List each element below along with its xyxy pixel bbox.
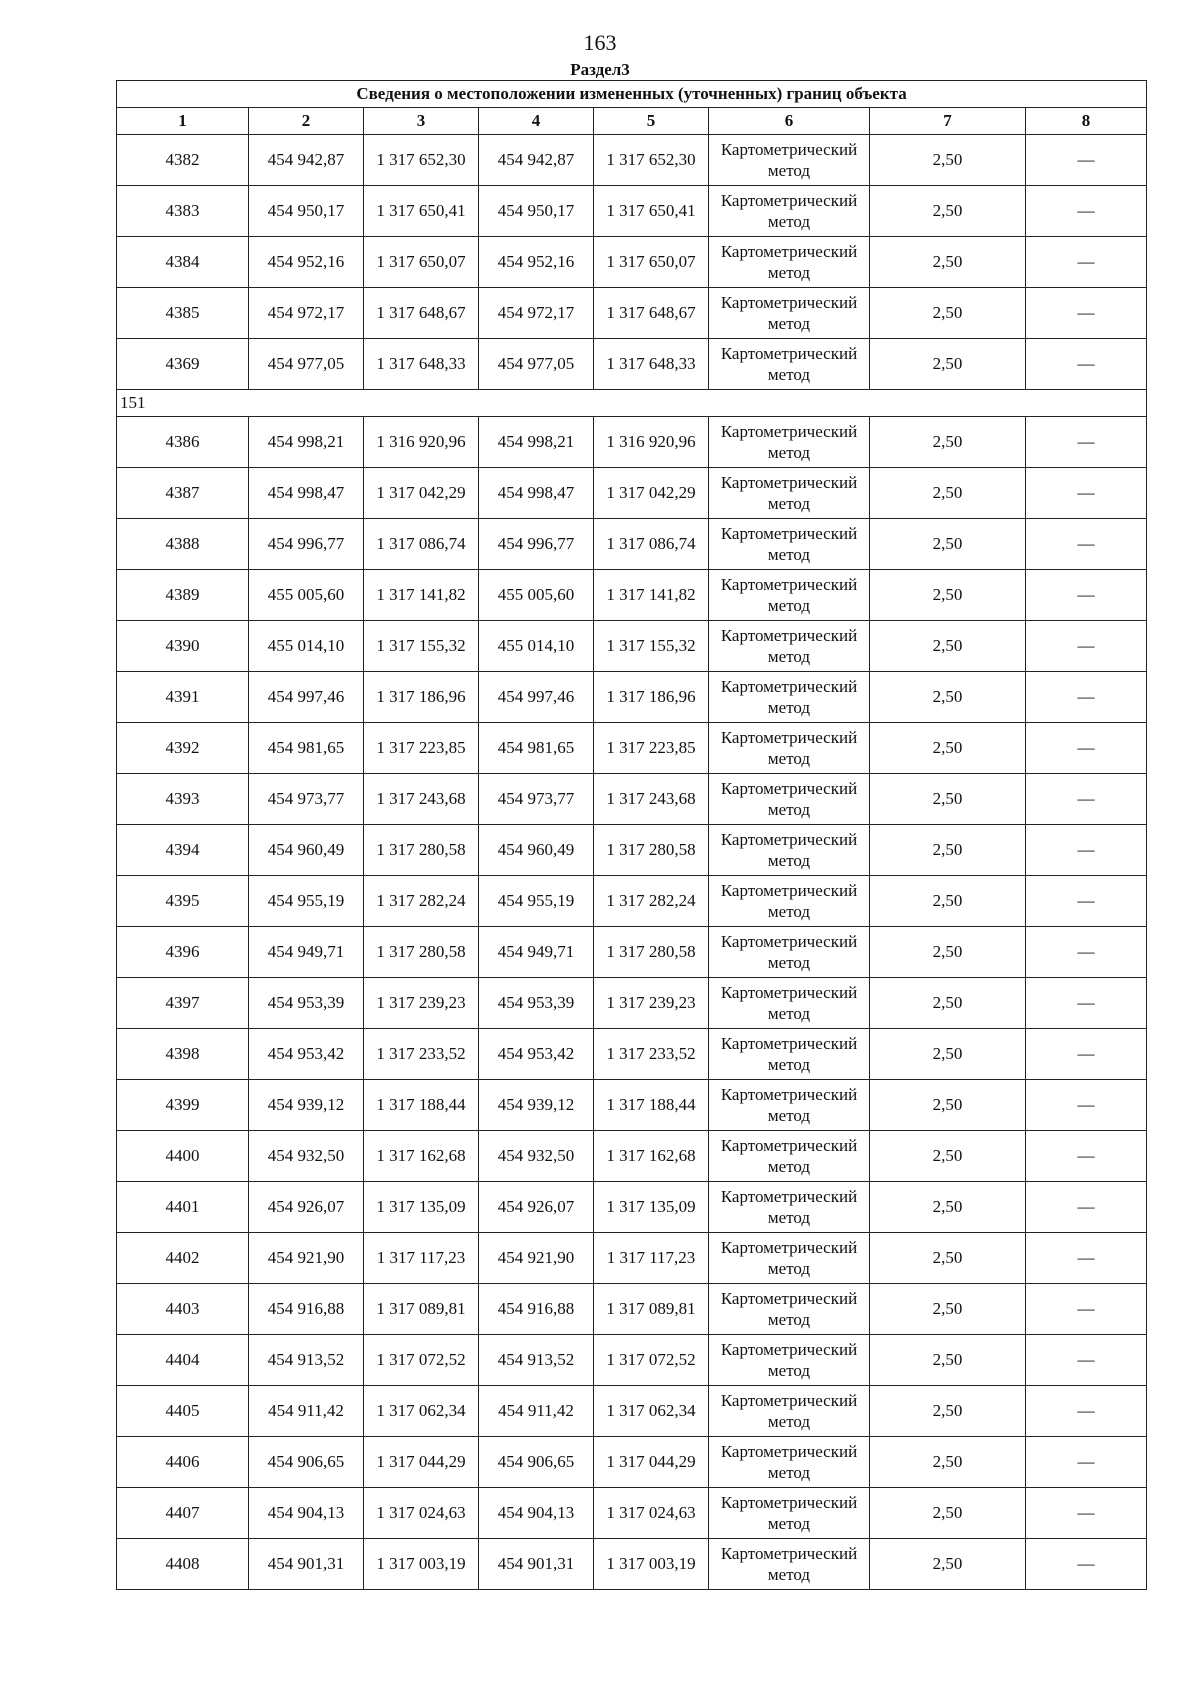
cell-col-2: 454 916,88 <box>249 1284 364 1335</box>
cell-col-2: 454 904,13 <box>249 1488 364 1539</box>
cell-col-8: — <box>1026 672 1147 723</box>
column-number-8: 8 <box>1026 108 1147 135</box>
cell-col-1: 4388 <box>117 519 249 570</box>
cell-col-1: 4400 <box>117 1131 249 1182</box>
cell-col-2: 454 952,16 <box>249 237 364 288</box>
cell-col-5: 1 317 141,82 <box>594 570 709 621</box>
cell-col-4: 454 953,42 <box>479 1029 594 1080</box>
cell-col-8: — <box>1026 1233 1147 1284</box>
cell-col-5: 1 317 072,52 <box>594 1335 709 1386</box>
cell-col-2: 454 926,07 <box>249 1182 364 1233</box>
cell-col-5: 1 317 003,19 <box>594 1539 709 1590</box>
table-row <box>117 339 1147 390</box>
cell-col-3: 1 317 089,81 <box>364 1284 479 1335</box>
cell-col-8: — <box>1026 927 1147 978</box>
cell-col-7: 2,50 <box>870 1437 1026 1488</box>
cell-col-6: Картометрический метод <box>709 1080 870 1131</box>
cell-col-5: 1 317 280,58 <box>594 927 709 978</box>
table-row <box>117 237 1147 288</box>
cell-col-1: 4407 <box>117 1488 249 1539</box>
table-row <box>117 1539 1147 1590</box>
cell-col-7: 2,50 <box>870 876 1026 927</box>
cell-col-8: — <box>1026 876 1147 927</box>
cell-col-3: 1 317 282,24 <box>364 876 479 927</box>
cell-col-7: 2,50 <box>870 1284 1026 1335</box>
cell-col-1: 4395 <box>117 876 249 927</box>
cell-col-7: 2,50 <box>870 927 1026 978</box>
cell-col-2: 454 997,46 <box>249 672 364 723</box>
cell-col-4: 454 972,17 <box>479 288 594 339</box>
cell-col-7: 2,50 <box>870 468 1026 519</box>
cell-col-8: — <box>1026 1131 1147 1182</box>
table-row <box>117 1029 1147 1080</box>
table-row <box>117 672 1147 723</box>
cell-col-6: Картометрический метод <box>709 1131 870 1182</box>
cell-col-6: Картометрический метод <box>709 417 870 468</box>
table-row <box>117 1437 1147 1488</box>
table-row <box>117 621 1147 672</box>
table-row <box>117 1335 1147 1386</box>
cell-col-2: 454 913,52 <box>249 1335 364 1386</box>
cell-col-5: 1 317 044,29 <box>594 1437 709 1488</box>
cell-col-3: 1 317 650,41 <box>364 186 479 237</box>
table-row <box>117 876 1147 927</box>
cell-col-8: — <box>1026 186 1147 237</box>
cell-col-4: 454 921,90 <box>479 1233 594 1284</box>
cell-col-8: — <box>1026 621 1147 672</box>
cell-col-6: Картометрический метод <box>709 825 870 876</box>
cell-col-6: Картометрический метод <box>709 978 870 1029</box>
cell-col-1: 4408 <box>117 1539 249 1590</box>
cell-col-2: 454 906,65 <box>249 1437 364 1488</box>
cell-col-2: 454 998,47 <box>249 468 364 519</box>
cell-col-6: Картометрический метод <box>709 1335 870 1386</box>
cell-col-6: Картометрический метод <box>709 1437 870 1488</box>
cell-col-1: 4384 <box>117 237 249 288</box>
cell-col-4: 454 977,05 <box>479 339 594 390</box>
column-number-6: 6 <box>709 108 870 135</box>
cell-col-7: 2,50 <box>870 570 1026 621</box>
cell-col-5: 1 317 186,96 <box>594 672 709 723</box>
cell-col-8: — <box>1026 1539 1147 1590</box>
cell-col-8: — <box>1026 1029 1147 1080</box>
cell-col-4: 455 014,10 <box>479 621 594 672</box>
group-row <box>117 390 1147 417</box>
cell-col-4: 454 996,77 <box>479 519 594 570</box>
table-row <box>117 1080 1147 1131</box>
cell-col-2: 454 960,49 <box>249 825 364 876</box>
cell-col-1: 4391 <box>117 672 249 723</box>
cell-col-7: 2,50 <box>870 1539 1026 1590</box>
cell-col-8: — <box>1026 774 1147 825</box>
cell-col-6: Картометрический метод <box>709 1233 870 1284</box>
cell-col-7: 2,50 <box>870 1233 1026 1284</box>
cell-col-1: 4405 <box>117 1386 249 1437</box>
cell-col-3: 1 317 141,82 <box>364 570 479 621</box>
cell-col-4: 454 926,07 <box>479 1182 594 1233</box>
cell-col-7: 2,50 <box>870 978 1026 1029</box>
cell-col-2: 454 911,42 <box>249 1386 364 1437</box>
cell-col-5: 1 317 648,67 <box>594 288 709 339</box>
cell-col-5: 1 317 162,68 <box>594 1131 709 1182</box>
cell-col-3: 1 317 280,58 <box>364 825 479 876</box>
cell-col-7: 2,50 <box>870 825 1026 876</box>
cell-col-5: 1 317 135,09 <box>594 1182 709 1233</box>
cell-col-5: 1 317 652,30 <box>594 135 709 186</box>
cell-col-8: — <box>1026 288 1147 339</box>
cell-col-3: 1 317 117,23 <box>364 1233 479 1284</box>
table-row <box>117 1131 1147 1182</box>
cell-col-6: Картометрический метод <box>709 723 870 774</box>
cell-col-5: 1 316 920,96 <box>594 417 709 468</box>
cell-col-3: 1 317 186,96 <box>364 672 479 723</box>
page-number: 163 <box>583 30 617 55</box>
table-row <box>117 774 1147 825</box>
cell-col-2: 455 014,10 <box>249 621 364 672</box>
cell-col-4: 454 952,16 <box>479 237 594 288</box>
cell-col-7: 2,50 <box>870 135 1026 186</box>
cell-col-1: 4397 <box>117 978 249 1029</box>
cell-col-6: Картометрический метод <box>709 621 870 672</box>
cell-col-2: 454 977,05 <box>249 339 364 390</box>
cell-col-3: 1 317 648,33 <box>364 339 479 390</box>
table-row <box>117 1233 1147 1284</box>
cell-col-7: 2,50 <box>870 774 1026 825</box>
cell-col-2: 454 950,17 <box>249 186 364 237</box>
cell-col-6: Картометрический метод <box>709 876 870 927</box>
cell-col-1: 4404 <box>117 1335 249 1386</box>
cell-col-1: 4394 <box>117 825 249 876</box>
cell-col-3: 1 317 062,34 <box>364 1386 479 1437</box>
cell-col-7: 2,50 <box>870 519 1026 570</box>
cell-col-3: 1 317 086,74 <box>364 519 479 570</box>
cell-col-5: 1 317 155,32 <box>594 621 709 672</box>
coordinates-table <box>116 80 1147 1590</box>
cell-col-4: 454 916,88 <box>479 1284 594 1335</box>
cell-col-1: 4386 <box>117 417 249 468</box>
cell-col-4: 454 981,65 <box>479 723 594 774</box>
cell-col-4: 454 906,65 <box>479 1437 594 1488</box>
cell-col-1: 4401 <box>117 1182 249 1233</box>
cell-col-7: 2,50 <box>870 417 1026 468</box>
column-number-7: 7 <box>870 108 1026 135</box>
cell-col-5: 1 317 650,41 <box>594 186 709 237</box>
column-number-4: 4 <box>479 108 594 135</box>
cell-col-7: 2,50 <box>870 621 1026 672</box>
cell-col-4: 454 998,21 <box>479 417 594 468</box>
cell-col-2: 455 005,60 <box>249 570 364 621</box>
cell-col-5: 1 317 188,44 <box>594 1080 709 1131</box>
cell-col-7: 2,50 <box>870 288 1026 339</box>
table-row <box>117 1182 1147 1233</box>
cell-col-6: Картометрический метод <box>709 570 870 621</box>
cell-col-7: 2,50 <box>870 1488 1026 1539</box>
cell-col-5: 1 317 280,58 <box>594 825 709 876</box>
cell-col-1: 4389 <box>117 570 249 621</box>
cell-col-6: Картометрический метод <box>709 672 870 723</box>
cell-col-2: 454 921,90 <box>249 1233 364 1284</box>
cell-col-4: 454 932,50 <box>479 1131 594 1182</box>
cell-col-1: 4383 <box>117 186 249 237</box>
cell-col-8: — <box>1026 1284 1147 1335</box>
column-number-row <box>117 108 1147 135</box>
cell-col-4: 454 949,71 <box>479 927 594 978</box>
cell-col-3: 1 317 650,07 <box>364 237 479 288</box>
cell-col-6: Картометрический метод <box>709 1488 870 1539</box>
cell-col-8: — <box>1026 135 1147 186</box>
cell-col-7: 2,50 <box>870 1029 1026 1080</box>
cell-col-1: 4399 <box>117 1080 249 1131</box>
table-row <box>117 1386 1147 1437</box>
section-title: Раздел3 <box>570 60 630 79</box>
cell-col-1: 4393 <box>117 774 249 825</box>
cell-col-1: 4392 <box>117 723 249 774</box>
cell-col-5: 1 317 650,07 <box>594 237 709 288</box>
table-row <box>117 825 1147 876</box>
cell-col-8: — <box>1026 339 1147 390</box>
table-row <box>117 1488 1147 1539</box>
cell-col-4: 454 950,17 <box>479 186 594 237</box>
cell-col-4: 454 904,13 <box>479 1488 594 1539</box>
cell-col-8: — <box>1026 1488 1147 1539</box>
cell-col-6: Картометрический метод <box>709 1539 870 1590</box>
cell-col-8: — <box>1026 417 1147 468</box>
cell-col-8: — <box>1026 519 1147 570</box>
cell-col-5: 1 317 042,29 <box>594 468 709 519</box>
group-label: 151 <box>117 390 1147 417</box>
cell-col-6: Картометрический метод <box>709 1284 870 1335</box>
cell-col-3: 1 317 024,63 <box>364 1488 479 1539</box>
cell-col-2: 454 901,31 <box>249 1539 364 1590</box>
cell-col-3: 1 317 280,58 <box>364 927 479 978</box>
cell-col-7: 2,50 <box>870 1386 1026 1437</box>
cell-col-4: 454 955,19 <box>479 876 594 927</box>
cell-col-2: 454 973,77 <box>249 774 364 825</box>
cell-col-5: 1 317 117,23 <box>594 1233 709 1284</box>
table-row <box>117 468 1147 519</box>
cell-col-7: 2,50 <box>870 1080 1026 1131</box>
cell-col-6: Картометрический метод <box>709 927 870 978</box>
cell-col-5: 1 317 282,24 <box>594 876 709 927</box>
cell-col-7: 2,50 <box>870 339 1026 390</box>
cell-col-1: 4385 <box>117 288 249 339</box>
cell-col-8: — <box>1026 570 1147 621</box>
cell-col-1: 4387 <box>117 468 249 519</box>
table-body <box>117 135 1147 1590</box>
cell-col-8: — <box>1026 825 1147 876</box>
cell-col-4: 454 942,87 <box>479 135 594 186</box>
cell-col-6: Картометрический метод <box>709 288 870 339</box>
column-number-1: 1 <box>117 108 249 135</box>
cell-col-5: 1 317 239,23 <box>594 978 709 1029</box>
cell-col-5: 1 317 223,85 <box>594 723 709 774</box>
cell-col-1: 4398 <box>117 1029 249 1080</box>
cell-col-7: 2,50 <box>870 237 1026 288</box>
cell-col-8: — <box>1026 1386 1147 1437</box>
cell-col-5: 1 317 648,33 <box>594 339 709 390</box>
cell-col-6: Картометрический метод <box>709 237 870 288</box>
cell-col-3: 1 317 233,52 <box>364 1029 479 1080</box>
cell-col-4: 454 953,39 <box>479 978 594 1029</box>
cell-col-4: 454 913,52 <box>479 1335 594 1386</box>
table-row <box>117 1284 1147 1335</box>
cell-col-8: — <box>1026 978 1147 1029</box>
cell-col-5: 1 317 233,52 <box>594 1029 709 1080</box>
cell-col-3: 1 317 155,32 <box>364 621 479 672</box>
cell-col-7: 2,50 <box>870 186 1026 237</box>
cell-col-2: 454 949,71 <box>249 927 364 978</box>
table-row <box>117 570 1147 621</box>
cell-col-6: Картометрический метод <box>709 774 870 825</box>
cell-col-5: 1 317 062,34 <box>594 1386 709 1437</box>
cell-col-1: 4382 <box>117 135 249 186</box>
cell-col-8: — <box>1026 237 1147 288</box>
cell-col-1: 4402 <box>117 1233 249 1284</box>
cell-col-1: 4369 <box>117 339 249 390</box>
cell-col-2: 454 942,87 <box>249 135 364 186</box>
cell-col-3: 1 317 044,29 <box>364 1437 479 1488</box>
cell-col-4: 454 939,12 <box>479 1080 594 1131</box>
cell-col-4: 454 997,46 <box>479 672 594 723</box>
cell-col-6: Картометрический метод <box>709 468 870 519</box>
cell-col-3: 1 317 072,52 <box>364 1335 479 1386</box>
cell-col-3: 1 317 003,19 <box>364 1539 479 1590</box>
cell-col-2: 454 981,65 <box>249 723 364 774</box>
cell-col-4: 454 998,47 <box>479 468 594 519</box>
table-caption: Сведения о местоположении измененных (уточненных) границ объекта <box>117 81 1147 108</box>
cell-col-6: Картометрический метод <box>709 1182 870 1233</box>
cell-col-8: — <box>1026 1335 1147 1386</box>
table-row <box>117 978 1147 1029</box>
cell-col-8: — <box>1026 1437 1147 1488</box>
cell-col-6: Картометрический метод <box>709 186 870 237</box>
cell-col-5: 1 317 243,68 <box>594 774 709 825</box>
cell-col-6: Картометрический метод <box>709 1029 870 1080</box>
column-number-3: 3 <box>364 108 479 135</box>
cell-col-4: 454 973,77 <box>479 774 594 825</box>
table-row <box>117 417 1147 468</box>
cell-col-1: 4390 <box>117 621 249 672</box>
cell-col-8: — <box>1026 1182 1147 1233</box>
cell-col-8: — <box>1026 1080 1147 1131</box>
column-number-2: 2 <box>249 108 364 135</box>
cell-col-1: 4396 <box>117 927 249 978</box>
cell-col-2: 454 953,39 <box>249 978 364 1029</box>
cell-col-2: 454 939,12 <box>249 1080 364 1131</box>
cell-col-5: 1 317 089,81 <box>594 1284 709 1335</box>
cell-col-3: 1 317 239,23 <box>364 978 479 1029</box>
cell-col-6: Картометрический метод <box>709 1386 870 1437</box>
cell-col-3: 1 317 162,68 <box>364 1131 479 1182</box>
table-row <box>117 288 1147 339</box>
table-row <box>117 519 1147 570</box>
cell-col-6: Картометрический метод <box>709 519 870 570</box>
table-row <box>117 186 1147 237</box>
cell-col-3: 1 317 652,30 <box>364 135 479 186</box>
cell-col-3: 1 317 042,29 <box>364 468 479 519</box>
cell-col-8: — <box>1026 723 1147 774</box>
cell-col-4: 454 901,31 <box>479 1539 594 1590</box>
table-row <box>117 135 1147 186</box>
cell-col-2: 454 996,77 <box>249 519 364 570</box>
cell-col-4: 455 005,60 <box>479 570 594 621</box>
cell-col-1: 4403 <box>117 1284 249 1335</box>
cell-col-3: 1 317 188,44 <box>364 1080 479 1131</box>
cell-col-2: 454 953,42 <box>249 1029 364 1080</box>
cell-col-3: 1 317 135,09 <box>364 1182 479 1233</box>
cell-col-7: 2,50 <box>870 1182 1026 1233</box>
cell-col-2: 454 932,50 <box>249 1131 364 1182</box>
table-row <box>117 723 1147 774</box>
cell-col-2: 454 998,21 <box>249 417 364 468</box>
cell-col-3: 1 317 243,68 <box>364 774 479 825</box>
table-row <box>117 927 1147 978</box>
cell-col-2: 454 972,17 <box>249 288 364 339</box>
cell-col-2: 454 955,19 <box>249 876 364 927</box>
cell-col-7: 2,50 <box>870 723 1026 774</box>
cell-col-4: 454 911,42 <box>479 1386 594 1437</box>
cell-col-7: 2,50 <box>870 1131 1026 1182</box>
cell-col-5: 1 317 086,74 <box>594 519 709 570</box>
column-number-5: 5 <box>594 108 709 135</box>
cell-col-8: — <box>1026 468 1147 519</box>
cell-col-3: 1 317 648,67 <box>364 288 479 339</box>
cell-col-7: 2,50 <box>870 1335 1026 1386</box>
cell-col-7: 2,50 <box>870 672 1026 723</box>
cell-col-4: 454 960,49 <box>479 825 594 876</box>
cell-col-3: 1 317 223,85 <box>364 723 479 774</box>
cell-col-6: Картометрический метод <box>709 135 870 186</box>
cell-col-6: Картометрический метод <box>709 339 870 390</box>
cell-col-5: 1 317 024,63 <box>594 1488 709 1539</box>
cell-col-1: 4406 <box>117 1437 249 1488</box>
cell-col-3: 1 316 920,96 <box>364 417 479 468</box>
